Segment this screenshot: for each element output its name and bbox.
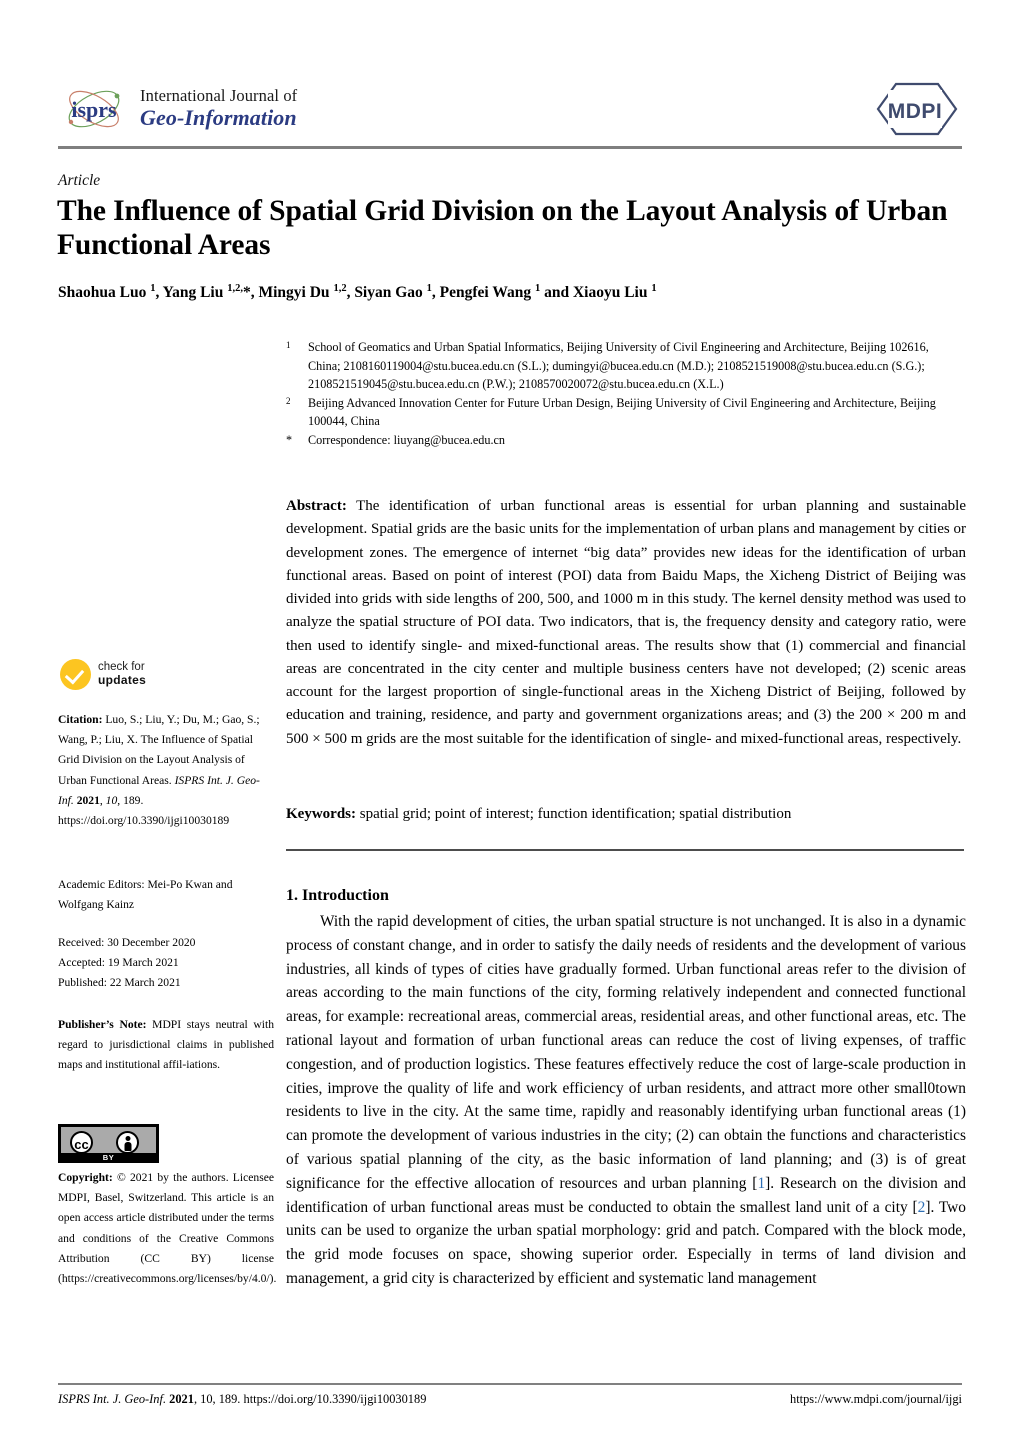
intro-text-part3: ]. Two units can be used to organize the urban spatial morphology: grid and patch. Compared with the block mode, the grid mode focuses on space, showing superior order. Especially in terms of land division and management, a grid city is characterized by efficient and systematic land management [286,1198,966,1287]
correspondence-marker: * [286,432,293,447]
reference-link-2[interactable]: 2 [917,1198,926,1216]
citation-doi[interactable]: https://doi.org/10.3390/ijgi10030189 [58,813,230,827]
reference-link-1[interactable]: 1 [757,1174,766,1192]
journal-name-line1: International Journal of [140,86,298,106]
journal-name-line2: Geo-Information [140,104,297,130]
affiliation-item [286,394,964,431]
copyright-label: Copyright: [58,1171,113,1184]
intro-text-part1: With the rapid development of cities, the urban spatial structure is not unchanged. It is also in a dynamic process of constant change, and in order to satisfy the daily needs of residents and the development of various industries, all kinds of types of cities have gradually formed. Urban functional areas refer to the division of areas according to the main functions of the city, forming relatively independent and connected functional areas, for example: recreational areas, commercial areas, residential areas, and other functional areas, etc. The rational layout and formation of urban functional areas can reduce the cost of living expenses, of traffic congestion, and of production logistics. These features effectively reduce the cost of large-scale production in cities, improve the quality of life and work efficiency of urban residents, and attract more other small0town residents to live in the city. At the same time, rapidly and reasonably identifying urban functional areas (1) can promote the development of various industries in the city; (2) can obtain the functions and characteristics of various spatial planning of the city, as the basic information of land planning; and (3) is of great significance for the effective allocation of resources and urban planning [ [286,913,966,1192]
published-date: Published: 22 March 2021 [58,976,181,990]
mdpi-logo-icon [866,80,962,138]
cc-person-head [125,1136,130,1141]
keywords-text: spatial grid; point of interest; function identification; spatial distribution [359,806,792,822]
footer-citation [58,1392,426,1407]
footer-journal-url[interactable]: https://www.mdpi.com/journal/ijgi [790,1392,962,1406]
introduction-paragraph [286,910,966,1291]
author-list: Shaohua Luo $^1$, Yang Liu $^{1,2,}$*, Mingyi Du $^{1,2}$, Siyan Gao $^1$, Pengfei Wang $^1$ and Xiaoyu Liu $^1$ [58,282,657,301]
cc-circle-icon: cc [70,1131,93,1154]
keywords [286,803,966,826]
check-updates-line2: updates [98,673,147,688]
affiliation-text: Beijing Advanced Innovation Center for Future Urban Design, Beijing University of Civil Engineering and Architecture, Beijing 100044, China [308,395,936,429]
copyright-block [58,1168,277,1289]
affiliation-marker: 1 [286,340,291,350]
affiliation-item [286,338,964,394]
article-type-kicker: Article [58,172,101,189]
citation-authors: Luo, S.; Liu, Y.; Du, M.; Gao, S.; Wang, P.; Liu, X. The Influence of Spatial Grid Division on the Layout Analysis of Urban Functional Areas. [58,713,260,787]
check-mark-icon [60,659,91,690]
publisher-note [58,1015,274,1076]
svg-text:isprs: isprs [71,97,117,122]
footer-journal: ISPRS Int. J. Geo-Inf. [58,1392,167,1406]
intro-text-part2: ]. Research on the division and identification of urban functional areas must be conducted to obtain the smallest land unit of a city [ [286,1174,966,1216]
footer-rest: , 10, 189. https://doi.org/10.3390/ijgi10030189 [193,1392,427,1406]
copyright-text: © 2021 by the authors. Licensee MDPI, Basel, Switzerland. This article is an open access article distributed under the terms and conditions of the Creative Commons Attribution (CC BY) license (https://creativecommons.org/licenses/by/4.0/). [58,1171,277,1285]
publication-dates [58,933,274,993]
footer-year: 2021 [169,1392,194,1406]
citation-volume: 10 [105,793,118,807]
correspondence-item [286,431,964,450]
svg-text:MDPI: MDPI [887,100,943,123]
abstract-divider [286,849,964,851]
publisher-note-label: Publisher’s Note: [58,1018,147,1031]
journal-titles [140,87,297,130]
cc-person-body [124,1142,131,1151]
accepted-date: Accepted: 19 March 2021 [58,956,179,970]
citation-year: 2021 [76,793,100,807]
keywords-label: Keywords: [286,806,356,822]
abstract [286,495,966,751]
academic-editors: Academic Editors: Mei-Po Kwan and Wolfgang Kainz [58,878,233,912]
affiliation-text: School of Geomatics and Urban Spatial Informatics, Beijing University of Civil Engineering and Architecture, Beijing 102616, China; 2108160119004@stu.bucea.edu.cn (S.L.); dumingyi@bucea.edu.cn (M.D.); 2108521519008@stu.bucea.edu.cn (S.G.); 2108521519045@stu.bucea.edu.cn (P.W.); 2108570020072@stu.bucea.edu.cn (X.L.) [308,340,929,392]
isprs-logo-icon [58,84,130,134]
publisher-note-text: MDPI stays neutral with regard to jurisdictional claims in published maps and institutional affil-iations. [58,1018,274,1072]
citation-pages: 189 [123,793,141,807]
cc-badge-inner [61,1127,156,1153]
masthead-divider [58,146,962,149]
journal-brand [58,84,297,134]
received-date: Received: 30 December 2020 [58,936,196,949]
check-updates-line1: check for [98,660,145,673]
citation-block: Citation: Luo, S.; Liu, Y.; Du, M.; Gao, S.; Wang, P.; Liu, X. The Influence of Spatial Grid Division on the Layout Analysis of Urban Functional Areas. ISPRS Int. J. Geo-Inf. 2021, 10, 189. https://doi.org/10.3390/ijgi10030189 [58,713,260,827]
affiliations [286,338,964,449]
abstract-label: Abstract: [286,498,347,514]
footer-divider [58,1383,962,1385]
creative-commons-badge-icon[interactable] [58,1124,159,1163]
cc-by-person-icon [116,1131,139,1154]
cc-by-label: BY [102,1153,115,1162]
page-footer [58,1392,962,1407]
correspondence-text: Correspondence: liuyang@bucea.edu.cn [308,432,506,447]
masthead [58,78,962,140]
check-for-updates-text [98,661,146,688]
citation-label: Citation: [58,713,103,726]
check-for-updates-badge[interactable] [60,659,146,690]
page-title: The Influence of Spatial Grid Division on the Layout Analysis of Urban Functional Areas [57,195,948,262]
section-heading-introduction: 1. Introduction [286,887,389,904]
affiliation-marker: 2 [286,395,291,406]
abstract-text: The identification of urban functional areas is essential for urban planning and sustainable development. Spatial grids are the basic units for the implementation of urban plans and management by cities or development zones. The emergence of internet “big data” provides new ideas for the identification of urban functional areas. Based on point of interest (POI) data from Baidu Maps, the Xicheng District of Beijing was divided into grids with side lengths of 200, 500, and 1000 m in this study. The kernel density method was used to analyze the spatial structure of POI data. Two indicators, that is, the frequency density and category ratio, were then used to identify single- and mixed-functional areas. The results show that (1) commercial and financial areas are concentrated in the city center and multiple business centers have not developed; (2) scenic areas account for the largest proportion of single-functional areas in the Xicheng District of Beijing, followed by education and training, residence, and party and government organizations areas; and (3) the 200 × 200 m and 500 × 500 m grids are the most suitable for the identification of single- and mixed-functional areas, respectively. [286,498,966,747]
citation-journal: ISPRS Int. J. Geo-Inf. [58,773,260,807]
